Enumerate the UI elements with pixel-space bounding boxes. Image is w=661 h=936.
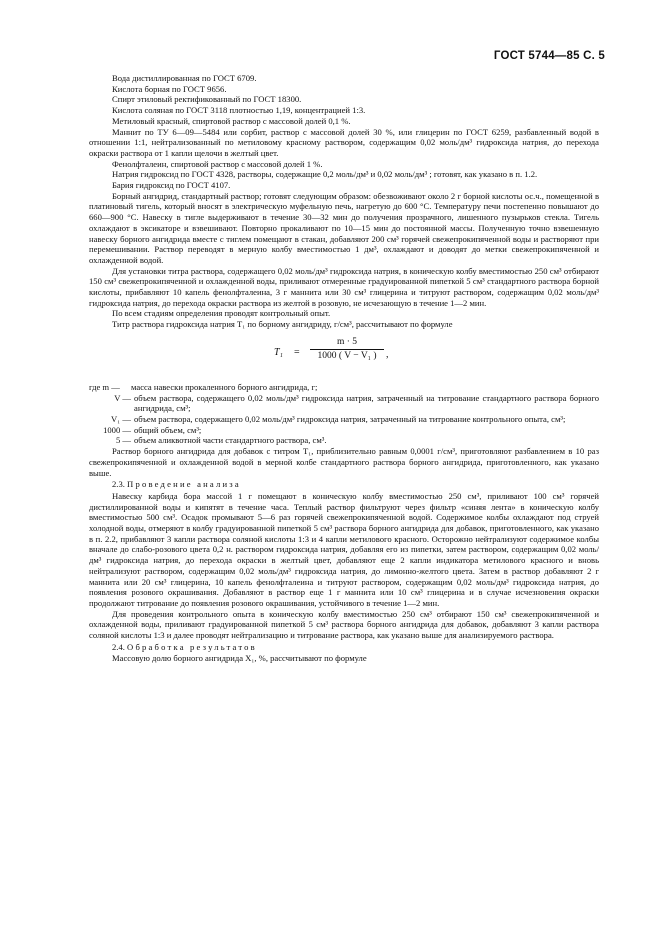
reagent-water: Вода дистиллированная по ГОСТ 6709. [112,73,257,83]
definition-text: масса навески прокаленного борного ангидрида, г; [131,381,318,392]
formula-fraction [310,337,384,361]
control-experiment-paragraph: Для проведения контрольного опыта в коническую колбу вместимостью 250 см³ отбирают 150 см³ свежепрокипяченной и охлажденной воды, приливают градуированной пипеткой 5 см³ раствора борного ангидрида для добавок, добавляют 3 капли раствора соляной кислоты 1:3 и далее проводят нейтрализацию и титрование раствора, как указано выше для анализируемого раствора. [89,608,599,641]
section-title: Проведение анализа [127,479,241,490]
reagent-barium-hydroxide: Бария гидроксид по ГОСТ 4107. [112,180,231,191]
definition-text: объем раствора, содержащего 0,02 моль/дм³ гидроксида натрия, затраченный на титрование контрольного опыта, см³; [134,413,566,424]
control-note: По всем стадиям определения проводят контрольный опыт. [112,308,331,319]
definition-symbol: V₁ — [111,413,131,424]
formula-lhs: T₁ [274,346,284,358]
reagent-sodium-hydroxide: Натрия гидроксид по ГОСТ 4328, растворы, содержащие 0,2 моль/дм³ и 0,02 моль/дм³ ; готовят, как указано в п. 1.2. [112,169,538,180]
section-number: 2.4. [112,641,125,652]
dilution-paragraph: Раствор борного ангидрида для добавок с титром T₁, приблизительно равным 0,0001 г/см³, приготовляют разбавлением в 10 раз свежепрокипяченной и охлажденной водой в мерной колбе стандартного раствора борного ангидрида, приготовленного, как указано выше. [89,446,599,478]
section-title: Обработка результатов [127,641,257,652]
definition-text: объем аликвотной части стандартного раствора, см³. [134,435,327,446]
mass-fraction-intro: Массовую долю борного ангидрида X₁, %, рассчитывают по формуле [112,653,367,664]
definition-symbol: 1000 — [103,424,131,435]
page-header: ГОСТ 5744—85 С. 5 [493,50,605,62]
reagent-boric-anhydride: Борный ангидрид, стандартный раствор; готовят следующим образом: обезвоживают около 2 г борной кислоты ос.ч., помещенной в платиновый тигель, который вносят в электрическую муфельную печь, нагретую до 600 °С. Температуру печи постепенно повышают до 660—900 °С. Навеску в тигле выдерживают в течение 30—32 мин до получения прозрачного, лишенного пузырьков стекла. Тигель охлаждают в эксикаторе и взвешивают. Повторно прокаливают по 10—15 мин до постоянной массы. Полученную точно взвешенную навеску борного ангидрида вместе с тиглем помещают в стакан, добавляют 200 см³ горячей свежепрокипяченной воды и растворяют при перемешивании. Раствор переводят в мерную колбу вместимостью 1 дм³, охлаждают и доводят до метки свежепрокипяченной и охлажденной водой. [89,190,599,265]
formula-denominator: 1000 ( V − V₁ ) [317,350,377,361]
definition-item [89,435,599,446]
reagent-ethanol: Спирт этиловый ректификованный по ГОСТ 18300. [112,94,302,105]
formula-numerator: m · 5 [336,336,358,347]
definitions-list [89,382,599,446]
definition-item [89,393,599,414]
reagent-mannitol: Маннит по ТУ 6—09—5484 или сорбит, раствор с массовой долей 30 %, или глицерин по ГОСТ 6259, разбавленный водой в отношении 1:1, нейтрализованный по метиловому красному раствором, содержащим 0,02 моль/дм³ гидроксида натрия, до перехода окраски раствора от 1 капли щелочи в желтый цвет. [89,126,599,158]
section-heading-2-4 [89,642,599,653]
section-number: 2.3. [112,479,125,490]
analysis-paragraph: Навеску карбида бора массой 1 г помещают в коническую колбу вместимостью 250 см³, приливают 100 см³ горячей дистиллированной воды и кипятят в течение часа. Теплый раствор фильтруют через фильтр «синяя лента» в коническую колбу вместимостью 500 см³. Осадок промывают 5—6 раз горячей свежепрокипяченной водой. Содержимое колбы охлаждают под струей холодной воды, отмеряют в колбу градуированной пипеткой 5 см³ раствора борного ангидрида для добавок, приготовленного, как указано в п. 2.2, прибавляют 3 капли раствора соляной кислоты 1:3 и 4 капли метилового красного. Осторожно нейтрализуют содержимое колбы вначале до слабо-розового цвета 0,2 н. раствором гидроксида натрия, добавляя его из пипетки, затем раствором, содержащим 0,02 моль/дм³ гидроксида натрия, до перехода окраски в желтый цвет, добавляют еще 2 капли индикатора метилового красного и вновь нейтрализуют раствором, содержащим 0,02 моль/дм³ гидроксида натрия, до лимонно-желтого цвета. Затем в раствор добавляют 2 г маннита или 20 см³ глицерина, 10 капель фенолфталеина и титруют раствором, содержащим 0,02 моль/дм³ гидроксида натрия, до появления розового окрашивания. Добавляют в раствор еще 1 г маннита или 10 см³ глицерина и в случае исчезновения окраски продолжают титрование до появления розового окрашивания, устойчивого в течение 1—2 мин. [89,490,599,608]
definition-symbol: 5 — [115,435,131,446]
definition-symbol: V — [114,392,131,403]
formula-equals: = [294,346,300,358]
definition-symbol: где m — [89,381,120,392]
definition-item [89,382,599,393]
titer-formula-intro: Титр раствора гидроксида натрия T₁ по борному ангидриду, г/см³, рассчитывают по формуле [112,319,453,330]
reagent-boric-acid: Кислота борная по ГОСТ 9656. [112,83,227,94]
reagent-phenolphthalein: Фенолфталеин, спиртовой раствор с массовой долей 1 %. [112,158,323,169]
reagent-methyl-red: Метиловый красный, спиртовой раствор с массовой долей 0,1 %. [112,115,351,126]
titer-procedure: Для установки титра раствора, содержащего 0,02 моль/дм³ гидроксида натрия, в коническую колбу вместимостью 250 см³ отбирают 150 см³ свежепрокипяченной и охлажденной воды, приливают отмеренные градуированной пипеткой 5 см³ стандартного раствора борной кислоты, прибавляют 10 капель фенолфталеина, 3 г маннита или 30 см³ глицерина и титруют раствором, содержащим 0,02 моль/дм³ гидроксида натрия, до перехода окраски раствора из желтой в розовую, не исчезающую в течение 1—2 мин. [89,265,599,308]
titer-formula [89,334,599,376]
definition-item [89,414,599,425]
reagent-hcl: Кислота соляная по ГОСТ 3118 плотностью 1,19, концентрацией 1:3. [112,105,366,116]
formula-tail: , [386,348,389,360]
definition-text: объем раствора, содержащего 0,02 моль/дм³ гидроксида натрия, затраченный на титрование стандартного раствора борного ангидрида, см³; [134,392,599,414]
section-heading-2-3 [89,479,599,490]
document-body [89,73,599,664]
definition-text: общий объем, см³; [134,424,202,435]
definition-item [89,425,599,436]
